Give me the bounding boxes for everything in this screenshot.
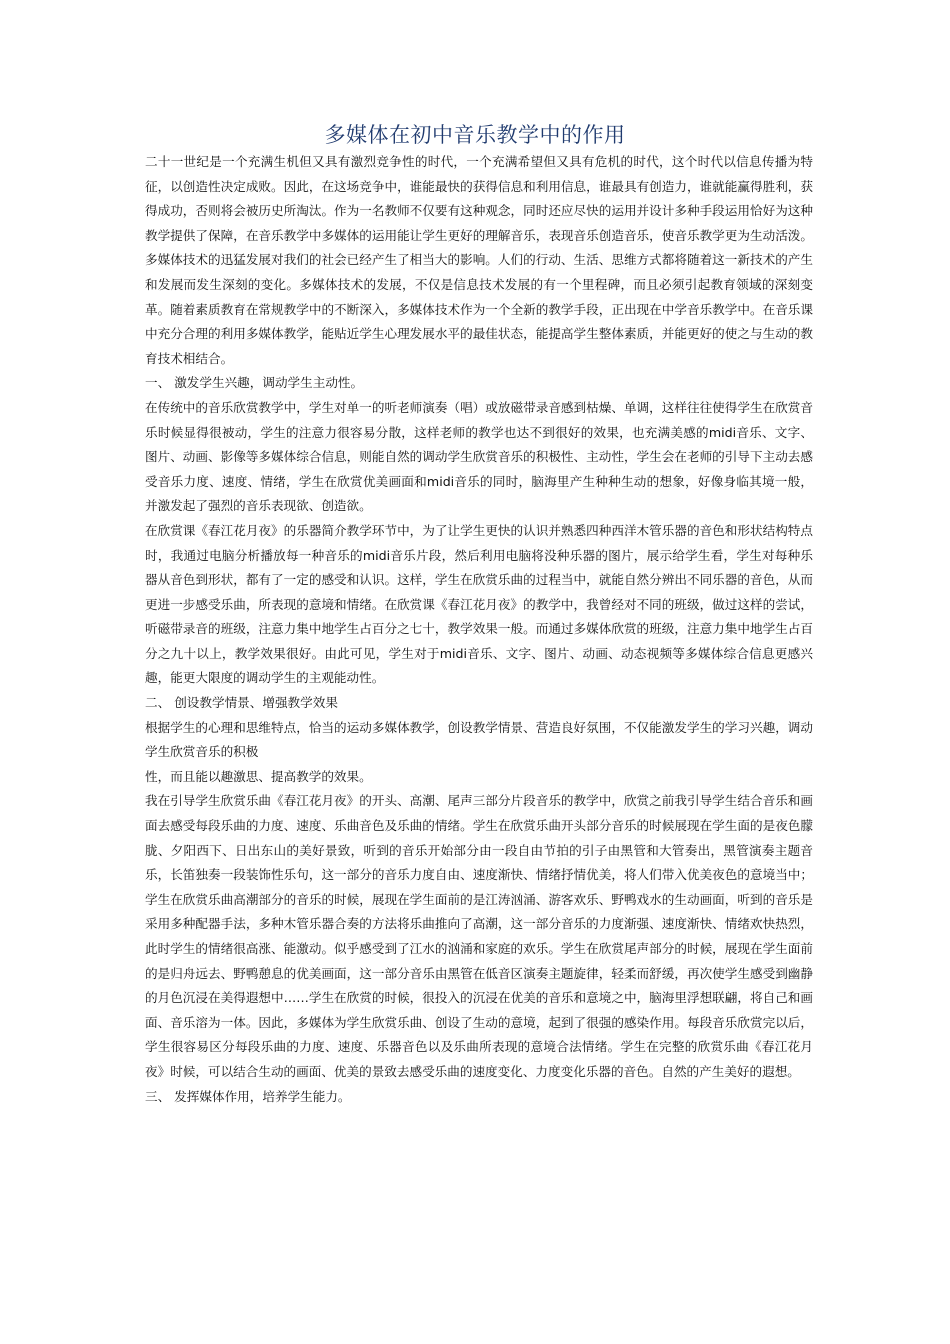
paragraph: 在传统中的音乐欣赏教学中，学生对单一的听老师演奏（唱）或放磁带录音感到枯燥、单调，这样往往使得学生在欣赏音乐时候显得很被动，学生的注意力很容易分散，这样老师的教学也达不到很好的效果，也充满美感的midi音乐、文字、图片、动画、影像等多媒体综合信息，则能自然的调动学生欣赏音乐的积极性、主动性，学生会在老师的引导下主动去感受音乐力度、速度、情绪，学生在欣赏优美画面和midi音乐的同时，脑海里产生种种生动的想象，好像身临其境一般，并激发起了强烈的音乐表现欲、创造欲。 [145,399,813,514]
intro-paragraph: 二十一世纪是一个充满生机但又具有激烈竞争性的时代，一个充满希望但又具有危机的时代，这个时代以信息传播为特征，以创造性决定成败。因此，在这场竞争中，谁能最快的获得信息和利用信息，谁最具有创造力，谁就能赢得胜利，获得成功，否则将会被历史所淘汰。作为一名教师不仅要有这种观念，同时还应尽快的运用并设计多种手段运用恰好为这种教学提供了保障，在音乐教学中多媒体的运用能让学生更好的理解音乐，表现音乐创造音乐，使音乐教学更为生动活泼。多媒体技术的迅猛发展对我们的社会已经产生了相当大的影响。人们的行动、生活、思维方式都将随着这一新技术的产生和发展而发生深刻的变化。多媒体技术的发展，不仅是信息技术发展的有一个里程碑，而且必须引起教育领域的深刻变革。随着素质教育在常规教学中的不断深入，多媒体技术作为一个全新的教学手段，正出现在中学音乐教学中。在音乐课中充分合理的利用多媒体教学，能贴近学生心理发展水平的最佳状态，能提高学生整体素质，并能更好的使之与生动的教育技术相结合。 [145,154,813,366]
paragraph: 性，而且能以趣激思、提高教学的效果。 [145,768,372,784]
paragraph: 在欣赏课《春江花月夜》的乐器简介教学环节中，为了让学生更快的认识并熟悉四种西洋木管乐器的音色和形状结构特点时，我通过电脑分析播放每一种音乐的midi音乐片段，然后利用电脑将没种乐器的图片，展示给学生看，学生对每种乐器从音色到形状，都有了一定的感受和认识。这样，学生在欣赏乐曲的过程当中，就能自然分辨出不同乐器的音色，从而更进一步感受乐曲，所表现的意境和情绪。在欣赏课《春江花月夜》的教学中，我曾经对不同的班级，做过这样的尝试，听磁带录音的班级，注意力集中地学生占百分之七十，教学效果一般。而通过多媒体欣赏的班级，注意力集中地学生占百分之九十以上，教学效果很好。由此可见，学生对于midi音乐、文字、图片、动画、动态视频等多媒体综合信息更感兴趣，能更大限度的调动学生的主观能动性。 [145,522,813,686]
paragraph: 根据学生的心理和思维特点，恰当的运动多媒体教学，创设教学情景、营造良好氛围，不仅能激发学生的学习兴趣，调动学生欣赏音乐的积极 [145,719,813,760]
section-heading-2: 二、 创设教学情景、增强教学效果 [145,695,338,711]
page-title: 多媒体在初中音乐教学中的作用 [324,123,626,147]
section-heading-3: 三、 发挥媒体作用，培养学生能力。 [145,1088,351,1104]
paragraph: 我在引导学生欣赏乐曲《春江花月夜》的开头、高潮、尾声三部分片段音乐的教学中，欣赏之前我引导学生结合音乐和画面去感受每段乐曲的力度、速度、乐曲音色及乐曲的情绪。学生在欣赏乐曲开头部分音乐的时候展现在学生面的是夜色朦胧、夕阳西下、日出东山的美好景致，听到的音乐开始部分由一段自由节拍的引子由黑管和大管奏出，黑管演奏主题音乐，长笛独奏一段装饰性乐句，这一部分的音乐力度自由、速度渐快、情绪抒情优美，将人们带入优美夜色的意境当中；学生在欣赏乐曲高潮部分的音乐的时候，展现在学生面前的是江涛汹涌、游客欢乐、野鸭戏水的生动画面，听到的音乐是采用多种配器手法，多种木管乐器合奏的方法将乐曲推向了高潮，这一部分音乐的力度渐强、速度渐快、情绪欢快热烈，此时学生的情绪很高涨、能激动。似乎感受到了江水的汹涌和家庭的欢乐。学生在欣赏尾声部分的时候，展现在学生面前的是归舟远去、野鸭憩息的优美画面，这一部分音乐由黑管在低音区演奏主题旋律，轻柔而舒缓，再次使学生感受到幽静的月色沉浸在美得遐想中……学生在欣赏的时候，很投入的沉浸在优美的音乐和意境之中，脑海里浮想联翩，将自己和画面、音乐溶为一体。因此，多媒体为学生欣赏乐曲、创设了生动的意境，起到了很强的感染作用。每段音乐欣赏完以后，学生很容易区分每段乐曲的力度、速度、乐器音色以及乐曲所表现的意境合法情绪。学生在完整的欣赏乐曲《春江花月夜》时候，可以结合生动的画面、优美的景致去感受乐曲的速度变化、力度变化乐器的音色。自然的产生美好的遐想。 [145,793,813,1079]
document-body [145,150,813,1109]
section-heading-1: 一、 激发学生兴趣，调动学生主动性。 [145,375,364,391]
